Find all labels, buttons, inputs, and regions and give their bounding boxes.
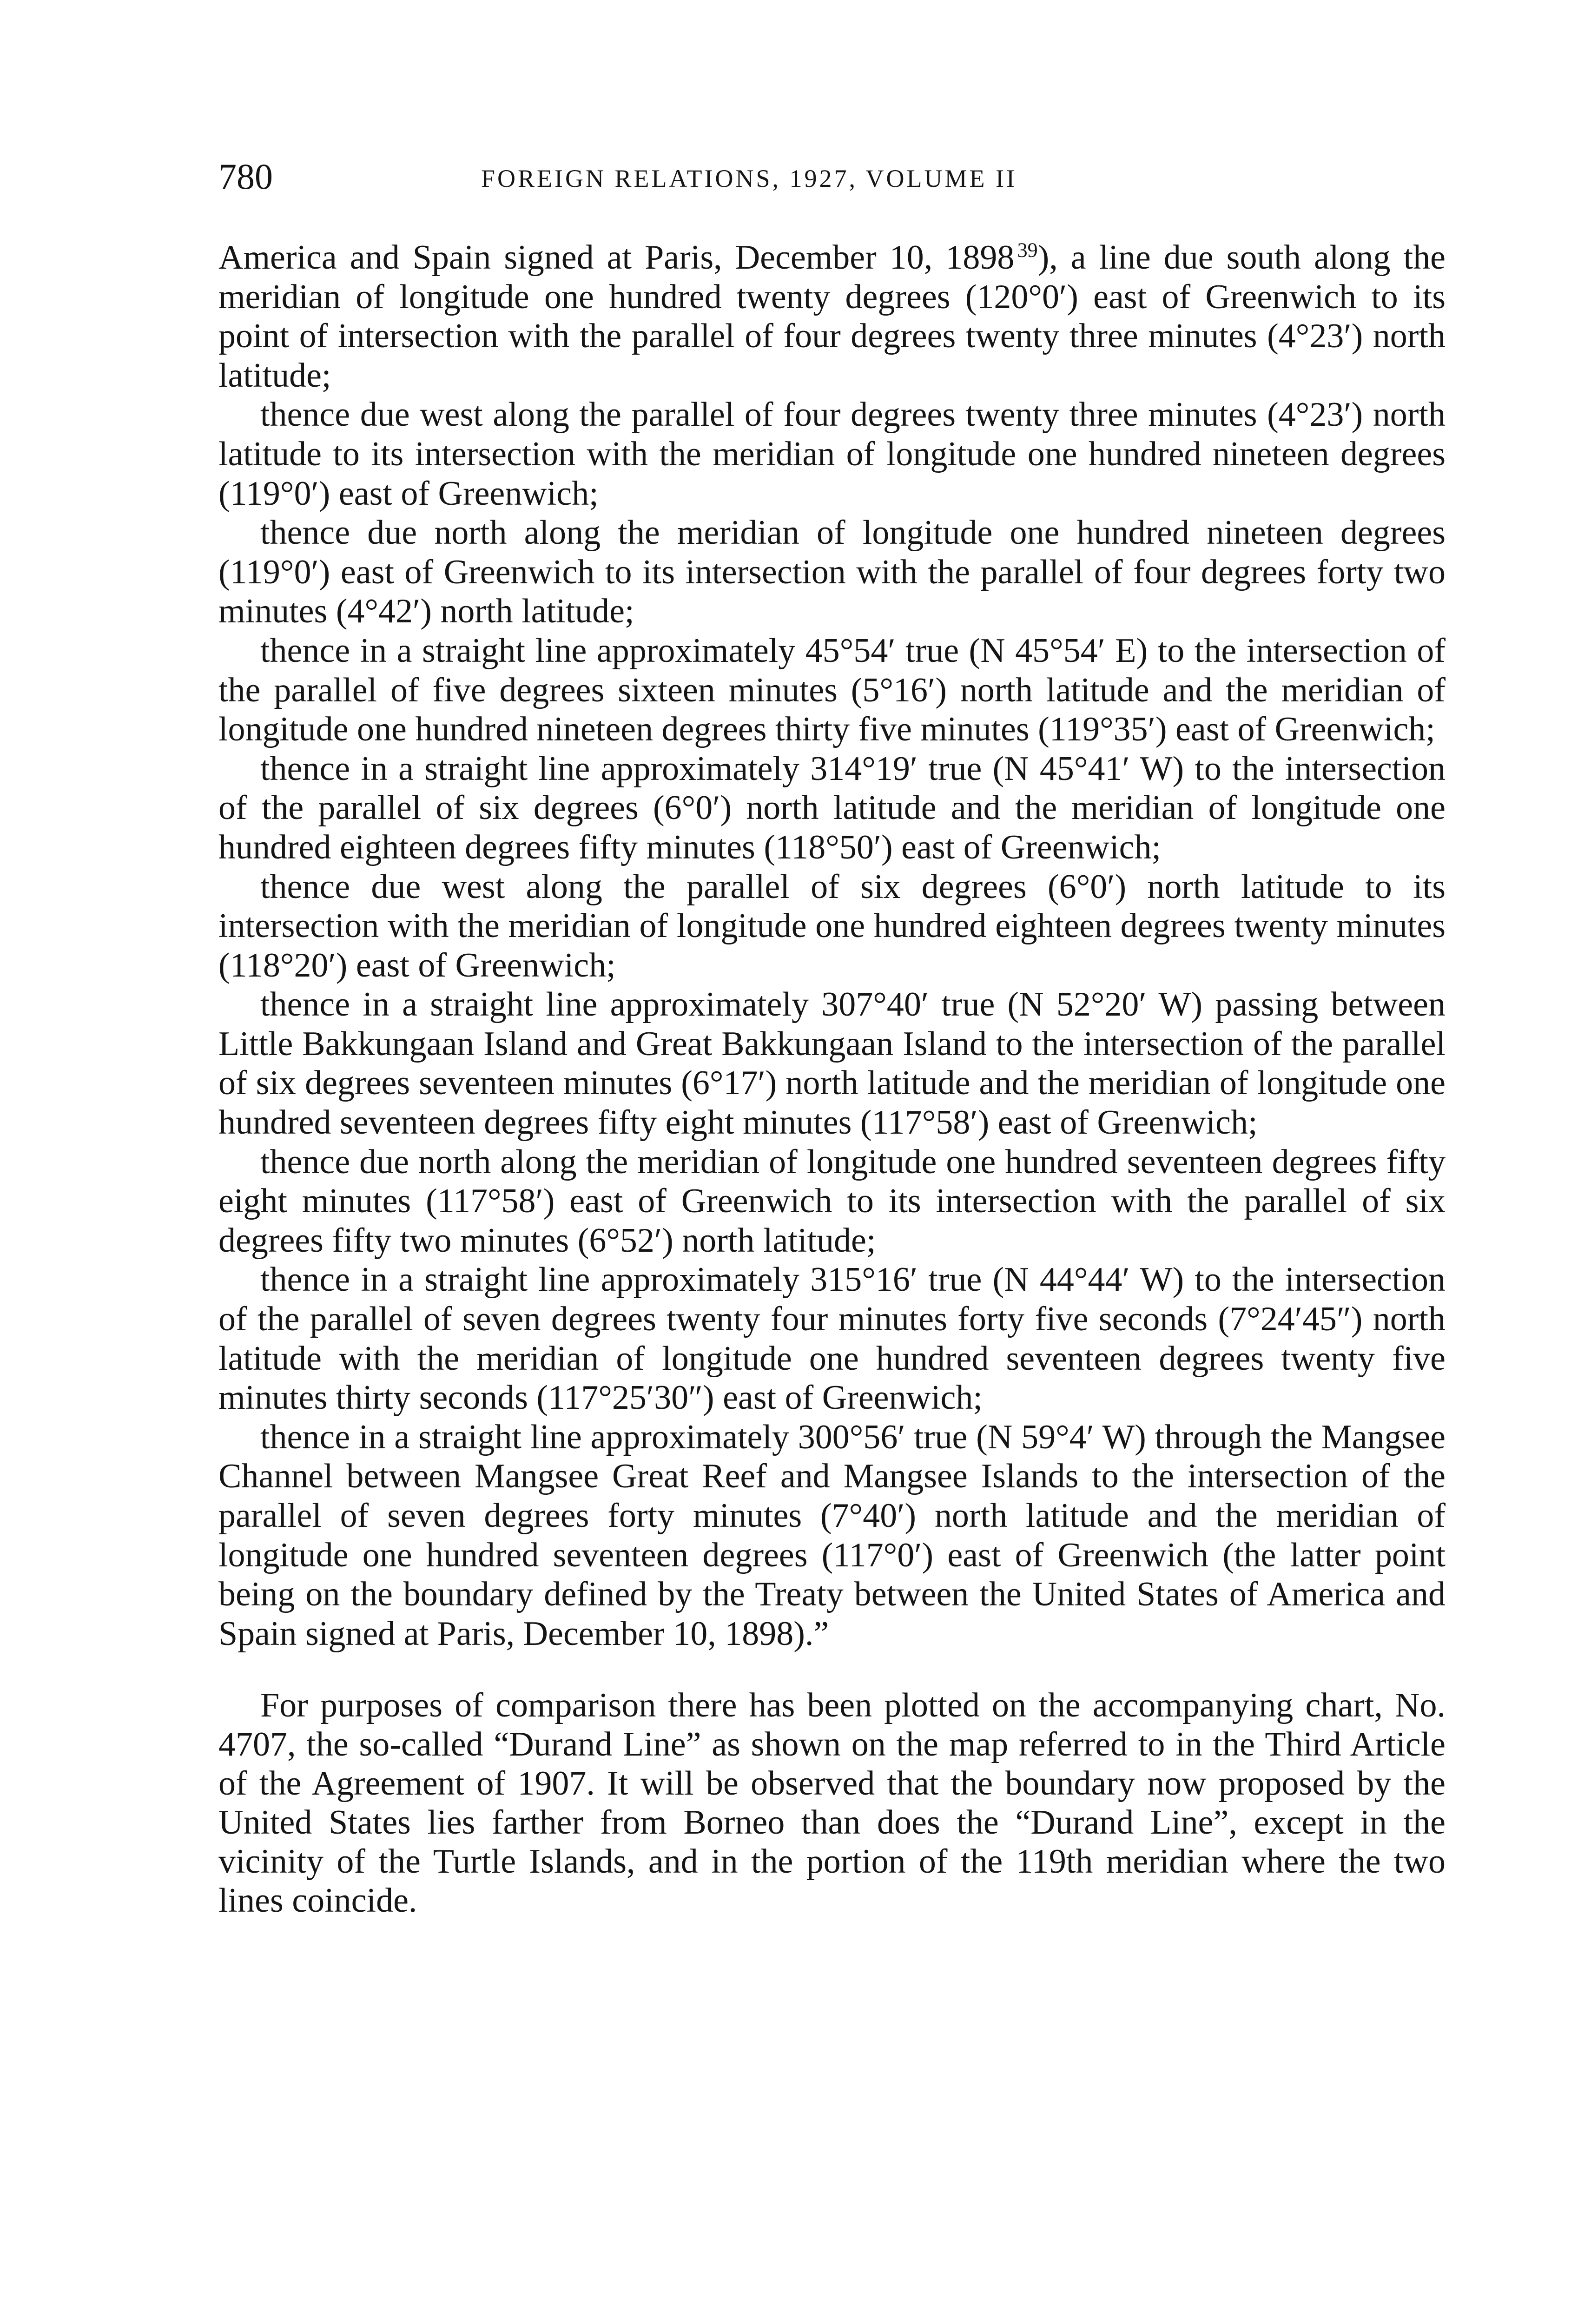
comparison-paragraph: For purposes of comparison there has been plotted on the accompanying chart, No. 4707, the so-called “Durand Line” as shown on the map referred to in the Third Article of the Agreement of 1907. It will be observed that the boundary now proposed by the United States lies farther from Borneo than does the “Durand Line”, except in the vicinity of the Turtle Islands, and in the portion of the 119th meridian where the two lines coincide.	[218, 1686, 1446, 1920]
page-number: 780	[218, 156, 273, 197]
boundary-clause: thence in a straight line approximately 314°19′ true (N 45°41′ W) to the intersection of the parallel of six degrees (6°0′) north latitude and the meridian of longitude one hundred eighteen degrees fifty minutes (118°50′) east of Greenwich;	[218, 749, 1446, 866]
quote-opening-text: America and Spain signed at Paris, December 10, 1898	[218, 238, 1015, 277]
boundary-clause: thence due north along the meridian of longitude one hundred seventeen degrees fifty eight minutes (117°58′) east of Greenwich to its intersection with the parallel of six degrees fifty two minutes (6°52′) north latitude;	[218, 1142, 1446, 1260]
running-title: FOREIGN RELATIONS, 1927, VOLUME II	[481, 165, 1017, 192]
boundary-clause: thence in a straight line approximately 300°56′ true (N 59°4′ W) through the Mangsee Channel between Mangsee Great Reef and Mangsee Islands to the intersection of the parallel of seven degrees forty minutes (7°40′) north latitude and the meridian of longitude one hundred seventeen degrees (117°0′) east of Greenwich (the latter point being on the boundary defined by the Treaty between the United States of America and Spain signed at Paris, December 10, 1898).”	[218, 1418, 1446, 1653]
quote-opening-rest: ), a line due south along the meridian of longitude one hundred twenty degrees (120°0′) east of Greenwich to its point of intersection with the parallel of four degrees twenty three minutes (4°23′) north latitude;	[218, 238, 1446, 395]
body-text	[218, 238, 1446, 1920]
boundary-clause: thence in a straight line approximately 45°54′ true (N 45°54′ E) to the intersection of the parallel of five degrees sixteen minutes (5°16′) north latitude and the meridian of longitude one hundred nineteen degrees thirty five minutes (119°35′) east of Greenwich;	[218, 631, 1446, 749]
boundary-clause: thence due north along the meridian of longitude one hundred nineteen degrees (119°0′) east of Greenwich to its intersection with the parallel of four degrees forty two minutes (4°42′) north latitude;	[218, 514, 1446, 631]
boundary-clause: thence in a straight line approximately 315°16′ true (N 44°44′ W) to the intersection of the parallel of seven degrees twenty four minutes forty five seconds (7°24′45″) north latitude with the meridian of longitude one hundred seventeen degrees twenty five minutes thirty seconds (117°25′30″) east of Greenwich;	[218, 1261, 1446, 1417]
boundary-clause: thence due west along the parallel of four degrees twenty three minutes (4°23′) north latitude to its intersection with the meridian of longitude one hundred nineteen degrees (119°0′) east of Greenwich;	[218, 396, 1446, 513]
running-header	[218, 153, 1446, 205]
quote-opening	[218, 238, 1446, 395]
boundary-clause: thence in a straight line approximately 307°40′ true (N 52°20′ W) passing between Little Bakkungaan Island and Great Bakkungaan Island to the intersection of the parallel of six degrees seventeen minutes (6°17′) north latitude and the meridian of longitude one hundred seventeen degrees fifty eight minutes (117°58′) east of Greenwich;	[218, 985, 1446, 1142]
footnote-reference: 39	[1017, 238, 1038, 262]
boundary-clause: thence due west along the parallel of six degrees (6°0′) north latitude to its intersection with the meridian of longitude one hundred eighteen degrees twenty minutes (118°20′) east of Greenwich;	[218, 867, 1446, 984]
